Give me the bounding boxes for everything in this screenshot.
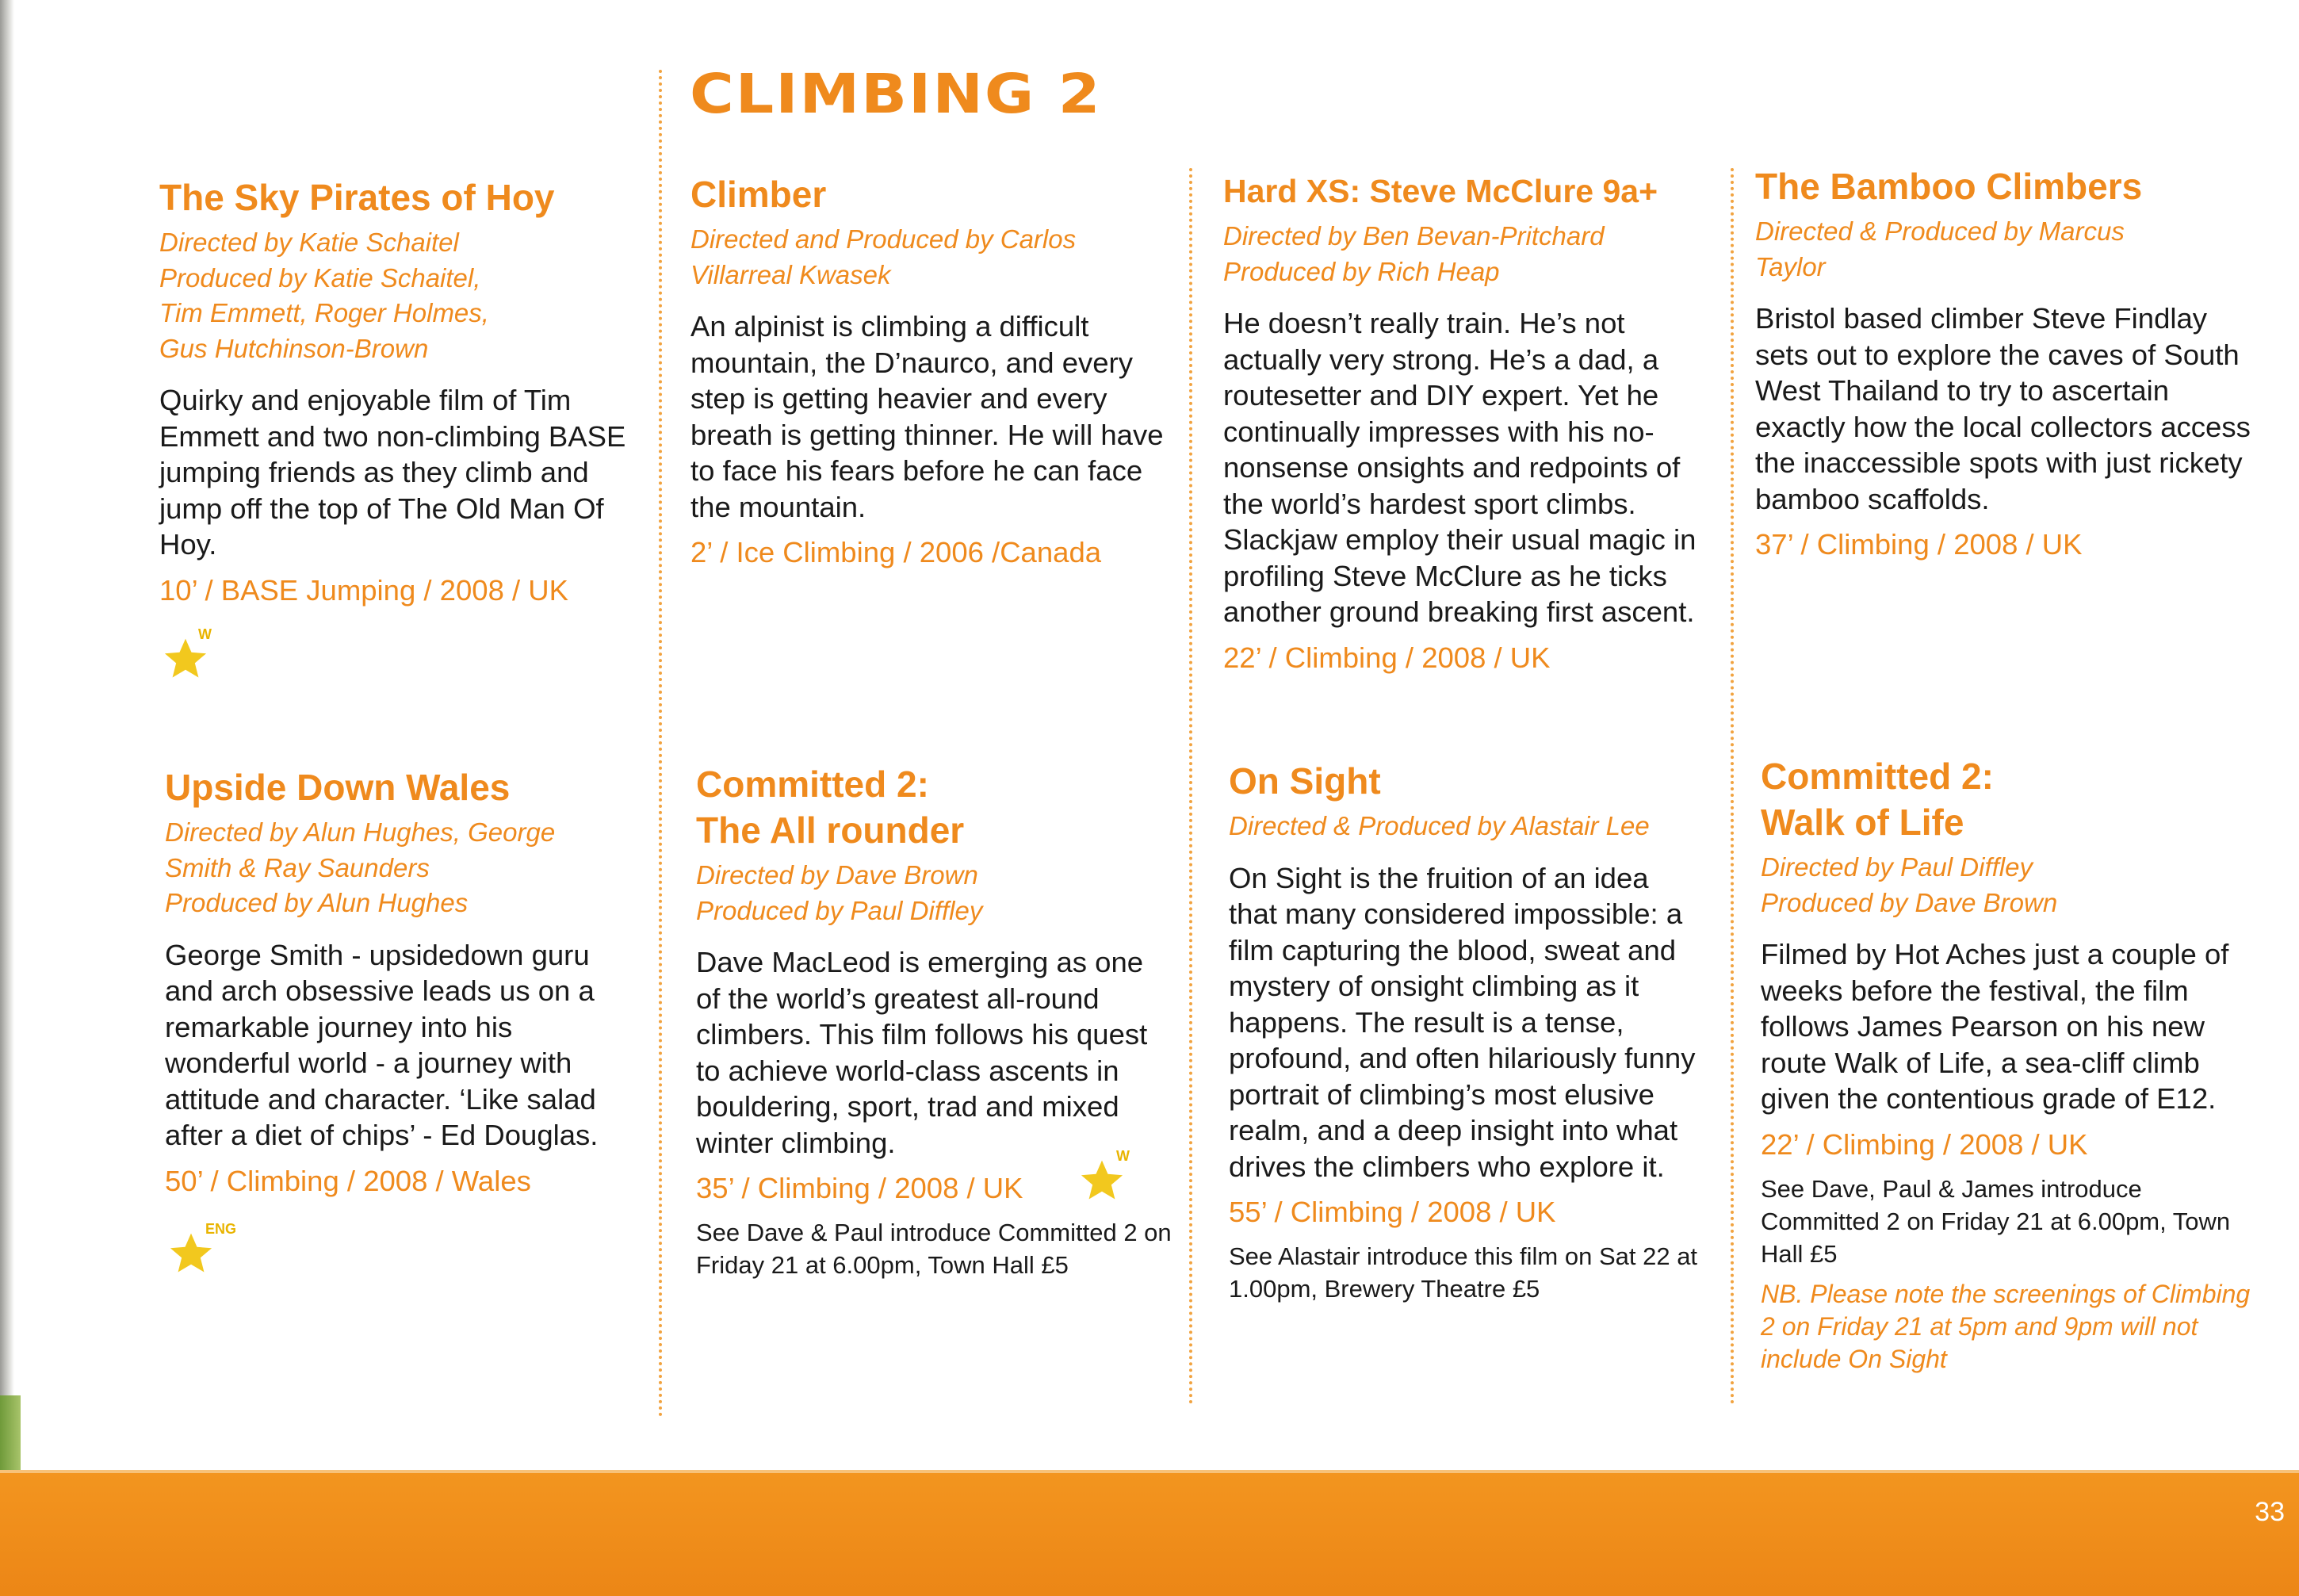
- badge-label: ENG: [205, 1221, 237, 1237]
- film-credits: Directed & Produced by Alastair Lee: [1229, 811, 1650, 840]
- film-description: Dave MacLeod is emerging as one of the world’s greatest all-round climbers. This film follows his quest to achieve world-class ascents in bouldering, sport, trad and mixed winter climbing.: [696, 946, 1148, 1159]
- film-entry: [165, 764, 641, 1209]
- film-credits: Directed and Produced by Carlos Villarreal Kwasek: [690, 224, 1077, 289]
- film-title: The Bamboo Climbers: [1755, 166, 2143, 207]
- film-title: Committed 2: Walk of Life: [1761, 756, 1994, 843]
- footer-band: [0, 1473, 2299, 1596]
- film-credits: Directed by Alun Hughes, George Smith & Ray Saunders Produced by Alun Hughes: [165, 817, 556, 917]
- film-credits: Directed by Dave Brown Produced by Paul Diffley: [696, 860, 983, 925]
- film-title: Committed 2: The All rounder: [696, 764, 965, 851]
- film-description: An alpinist is climbing a difficult mountain, the D’naurco, and every step is getting heavier and every breath is getting thinner. He will have to face his fears before he can face the mountain.: [690, 310, 1164, 523]
- award-badge: [162, 626, 225, 682]
- column-divider: [1731, 168, 1734, 1405]
- film-entry: [1761, 753, 2252, 1376]
- award-badge: [1078, 1148, 1142, 1204]
- film-meta: 10’ / BASE Jumping / 2008 / UK: [159, 573, 569, 607]
- film-description: Bristol based climber Steve Findlay sets out to explore the caves of South West Thailand to try to ascertain exactly how the local collectors access the inaccessible spots with just rickety bamboo scaffolds.: [1755, 302, 2251, 515]
- film-meta: 2’ / Ice Climbing / 2006 /Canada: [690, 536, 1102, 568]
- award-badge: [167, 1221, 237, 1276]
- film-entry: [1223, 168, 1699, 686]
- film-meta: 55’ / Climbing / 2008 / UK: [1229, 1196, 1556, 1228]
- column-divider: [1189, 168, 1192, 1405]
- film-credits: Directed & Produced by Marcus Taylor: [1755, 216, 2125, 281]
- film-title: Climber: [690, 174, 827, 215]
- film-entry: [690, 171, 1166, 580]
- film-credits: Directed by Katie Schaitel Produced by Katie Schaitel, Tim Emmett, Roger Holmes, Gus Hutchinson-Brown: [159, 228, 489, 363]
- film-description: He doesn’t really train. He’s not actually very strong. He’s a dad, a routesetter and DIY expert. Yet he continually impresses with his no-nonsense onsights and redpoints of the world’s hardest sport climbs. Slackjaw employ their usual magic in profiling Steve McClure as he ticks another ground breaking first ascent.: [1223, 307, 1697, 628]
- film-meta: 22’ / Climbing / 2008 / UK: [1223, 641, 1551, 674]
- badge-label: W: [198, 626, 212, 642]
- badge-label: W: [1116, 1148, 1130, 1164]
- screening-note: See Dave, Paul & James introduce Committed 2 on Friday 21 at 6.00pm, Town Hall £5: [1761, 1174, 2231, 1268]
- film-entry: [696, 761, 1172, 1289]
- film-title: The Sky Pirates of Hoy: [159, 177, 555, 218]
- screening-nb: NB. Please note the screenings of Climbing 2 on Friday 21 at 5pm and 9pm will not include On Sight: [1761, 1279, 2251, 1373]
- film-entry: [159, 174, 635, 618]
- film-credits: Directed by Paul Diffley Produced by Dave Brown: [1761, 852, 2058, 917]
- film-meta: 37’ / Climbing / 2008 / UK: [1755, 528, 2083, 561]
- film-description: George Smith - upsidedown guru and arch obsessive leads us on a remarkable journey into his wonderful world - a journey with attitude and character. ‘Like salad after a diet of chips’ - Ed Douglas.: [165, 938, 599, 1151]
- film-meta: 22’ / Climbing / 2008 / UK: [1761, 1127, 2088, 1161]
- film-entry: [1755, 163, 2263, 572]
- page-number: 33: [2255, 1497, 2285, 1527]
- film-description: Quirky and enjoyable film of Tim Emmett and two non-climbing BASE jumping friends as they climb and jump off the top of The Old Man Of Hoy.: [159, 384, 626, 561]
- film-description: Filmed by Hot Aches just a couple of weeks before the festival, the film follows James Pearson on his new route Walk of Life, a sea-cliff climb given the contentious grade of E12.: [1761, 938, 2229, 1115]
- film-title: Upside Down Wales: [165, 767, 511, 808]
- screening-note: See Alastair introduce this film on Sat 22 at 1.00pm, Brewery Theatre £5: [1229, 1242, 1698, 1303]
- film-credits: Directed by Ben Bevan-Pritchard Produced by Rich Heap: [1223, 221, 1605, 286]
- screening-note: See Dave & Paul introduce Committed 2 on Friday 21 at 6.00pm, Town Hall £5: [696, 1219, 1172, 1279]
- film-meta: 50’ / Climbing / 2008 / Wales: [165, 1164, 531, 1197]
- column-divider: [659, 70, 662, 1418]
- film-title: Hard XS: Steve McClure 9a+: [1223, 173, 1658, 209]
- section-heading: CLIMBING 2: [690, 62, 1102, 126]
- film-title: On Sight: [1229, 760, 1381, 802]
- film-entry: [1229, 758, 1704, 1313]
- page-spine-shadow: [0, 0, 14, 1596]
- film-description: On Sight is the fruition of an idea that many considered impossible: a film capturing the blood, sweat and mystery of onsight climbing as it happens. The result is a tense, profound, and often hilariously funny portrait of climbing’s most elusive realm, and a deep insight into what drives the climbers who explore it.: [1229, 861, 1696, 1183]
- film-meta: 35’ / Climbing / 2008 / UK: [696, 1172, 1023, 1204]
